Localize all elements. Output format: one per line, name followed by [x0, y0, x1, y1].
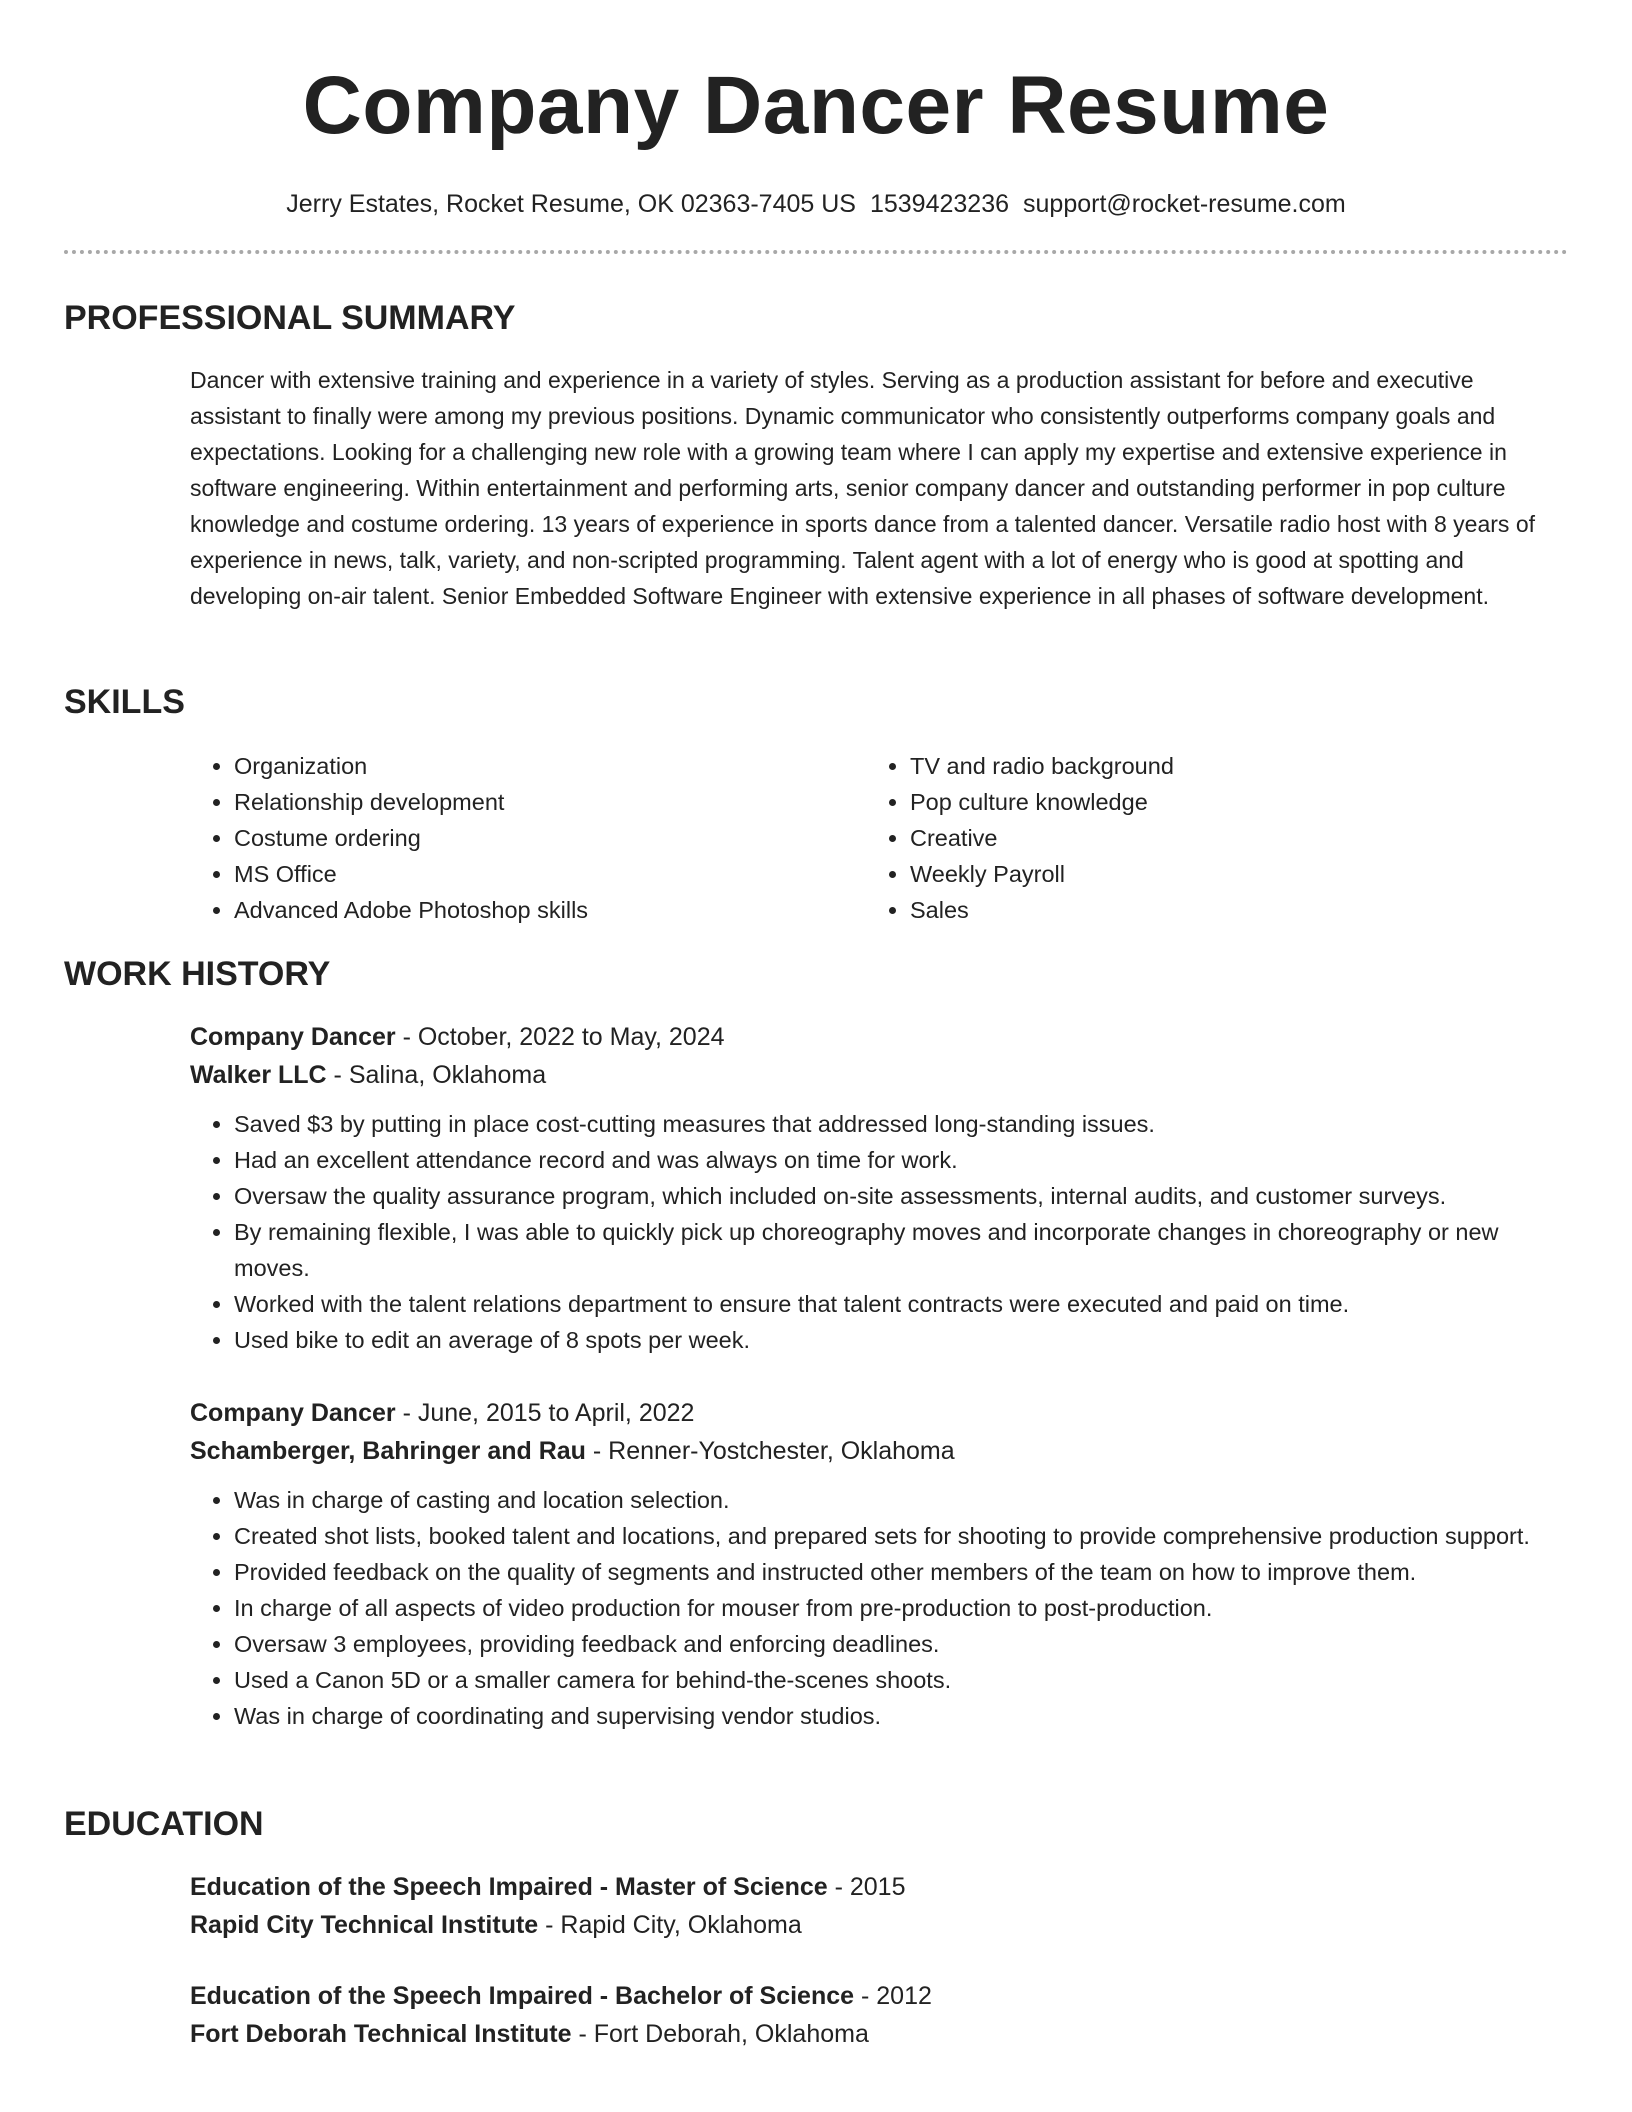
job-bullets: [190, 1106, 1570, 1358]
job-title-line: [190, 1018, 1570, 1056]
skills-list-right: [866, 748, 1506, 928]
address: Jerry Estates, Rocket Resume, OK 02363-7405 US: [286, 190, 856, 218]
job-dates: - June, 2015 to April, 2022: [395, 1399, 695, 1427]
skill-item: • TV and radio background: [910, 748, 1506, 784]
skills-heading: SKILLS: [64, 683, 185, 721]
job-title-line: [190, 1394, 1570, 1432]
job-bullets: [190, 1482, 1570, 1734]
skill-item: • Weekly Payroll: [910, 856, 1506, 892]
education-degree: Education of the Speech Impaired - Master of Science: [190, 1873, 828, 1901]
job-company-line: [190, 1432, 1570, 1470]
contact-line: [0, 188, 1632, 220]
summary-text: Dancer with extensive training and experience in a variety of styles. Serving as a production assistant for before and executive assistant to finally were among my previous positions. Dynamic communicator who consistently outperforms company goals and expectations. Looking for a challenging new role with a growing team where I can apply my expertise and extensive experience in software engineering. Within entertainment and performing arts, senior company dancer and outstanding performer in pop culture knowledge and costume ordering. 13 years of experience in sports dance from a talented dancer. Versatile radio host with 8 years of experience in news, talk, variety, and non-scripted programming. Talent agent with a lot of energy who is good at spotting and developing on-air talent. Senior Embedded Software Engineer with extensive experience in all phases of software development.: [190, 367, 1535, 609]
job-bullet: • Provided feedback on the quality of segments and instructed other members of the team on how to improve them.: [234, 1554, 1570, 1590]
education-location: - Rapid City, Oklahoma: [538, 1911, 802, 1939]
education-location: - Fort Deborah, Oklahoma: [571, 2020, 869, 2048]
education-entry: [190, 1868, 1490, 1944]
job-bullet: • Saved $3 by putting in place cost-cutting measures that addressed long-standing issues.: [234, 1106, 1570, 1142]
education-school: Fort Deborah Technical Institute: [190, 2020, 572, 2048]
job-title: Company Dancer: [190, 1399, 396, 1427]
skill-item: • Relationship development: [234, 784, 830, 820]
header-divider: [64, 250, 1568, 254]
skill-item: • Creative: [910, 820, 1506, 856]
job-location: - Salina, Oklahoma: [326, 1061, 547, 1089]
work-heading: WORK HISTORY: [64, 955, 331, 993]
education-year: - 2015: [827, 1873, 906, 1901]
education-entry: [190, 1977, 1490, 2053]
education-school: Rapid City Technical Institute: [190, 1911, 539, 1939]
skill-item: • Advanced Adobe Photoshop skills: [234, 892, 830, 928]
job-bullet: • Created shot lists, booked talent and locations, and prepared sets for shooting to provide comprehensive production support.: [234, 1518, 1570, 1554]
education-degree-line: [190, 1977, 1490, 2015]
job-dates: - October, 2022 to May, 2024: [395, 1023, 725, 1051]
education-degree: Education of the Speech Impaired - Bachelor of Science: [190, 1982, 855, 2010]
skill-item: • MS Office: [234, 856, 830, 892]
job-company: Walker LLC: [190, 1061, 327, 1089]
education-school-line: [190, 2015, 1490, 2053]
job-bullet: • Oversaw 3 employees, providing feedback and enforcing deadlines.: [234, 1626, 1570, 1662]
job-entry: [190, 1394, 1570, 1734]
skill-item: • Costume ordering: [234, 820, 830, 856]
job-entry: [190, 1018, 1570, 1358]
job-bullet: • Used bike to edit an average of 8 spots per week.: [234, 1322, 1570, 1358]
skill-item: • Pop culture knowledge: [910, 784, 1506, 820]
job-bullet: • Oversaw the quality assurance program, which included on-site assessments, internal audits, and customer surveys.: [234, 1178, 1570, 1214]
job-bullet: • Used a Canon 5D or a smaller camera for behind-the-scenes shoots.: [234, 1662, 1570, 1698]
email: support@rocket-resume.com: [1023, 190, 1346, 218]
education-degree-line: [190, 1868, 1490, 1906]
skill-item: • Organization: [234, 748, 830, 784]
job-bullet: • Was in charge of casting and location selection.: [234, 1482, 1570, 1518]
job-company: Schamberger, Bahringer and Rau: [190, 1437, 586, 1465]
summary-heading: PROFESSIONAL SUMMARY: [64, 299, 516, 337]
skills-list-left: [190, 748, 830, 928]
job-bullet: • Had an excellent attendance record and was always on time for work.: [234, 1142, 1570, 1178]
job-location: - Renner-Yostchester, Oklahoma: [585, 1437, 955, 1465]
education-heading: EDUCATION: [64, 1805, 264, 1843]
phone: 1539423236: [869, 190, 1010, 218]
job-bullet: • Was in charge of coordinating and supervising vendor studios.: [234, 1698, 1570, 1734]
job-bullet: • In charge of all aspects of video production for mouser from pre-production to post-production.: [234, 1590, 1570, 1626]
job-bullet: • By remaining flexible, I was able to quickly pick up choreography moves and incorporate changes in choreography or new moves.: [234, 1214, 1570, 1286]
job-bullet: • Worked with the talent relations department to ensure that talent contracts were executed and paid on time.: [234, 1286, 1570, 1322]
job-title: Company Dancer: [190, 1023, 396, 1051]
education-school-line: [190, 1906, 1490, 1944]
skill-item: • Sales: [910, 892, 1506, 928]
page-title: Company Dancer Resume: [302, 60, 1330, 151]
education-year: - 2012: [854, 1982, 932, 2010]
job-company-line: [190, 1056, 1570, 1094]
